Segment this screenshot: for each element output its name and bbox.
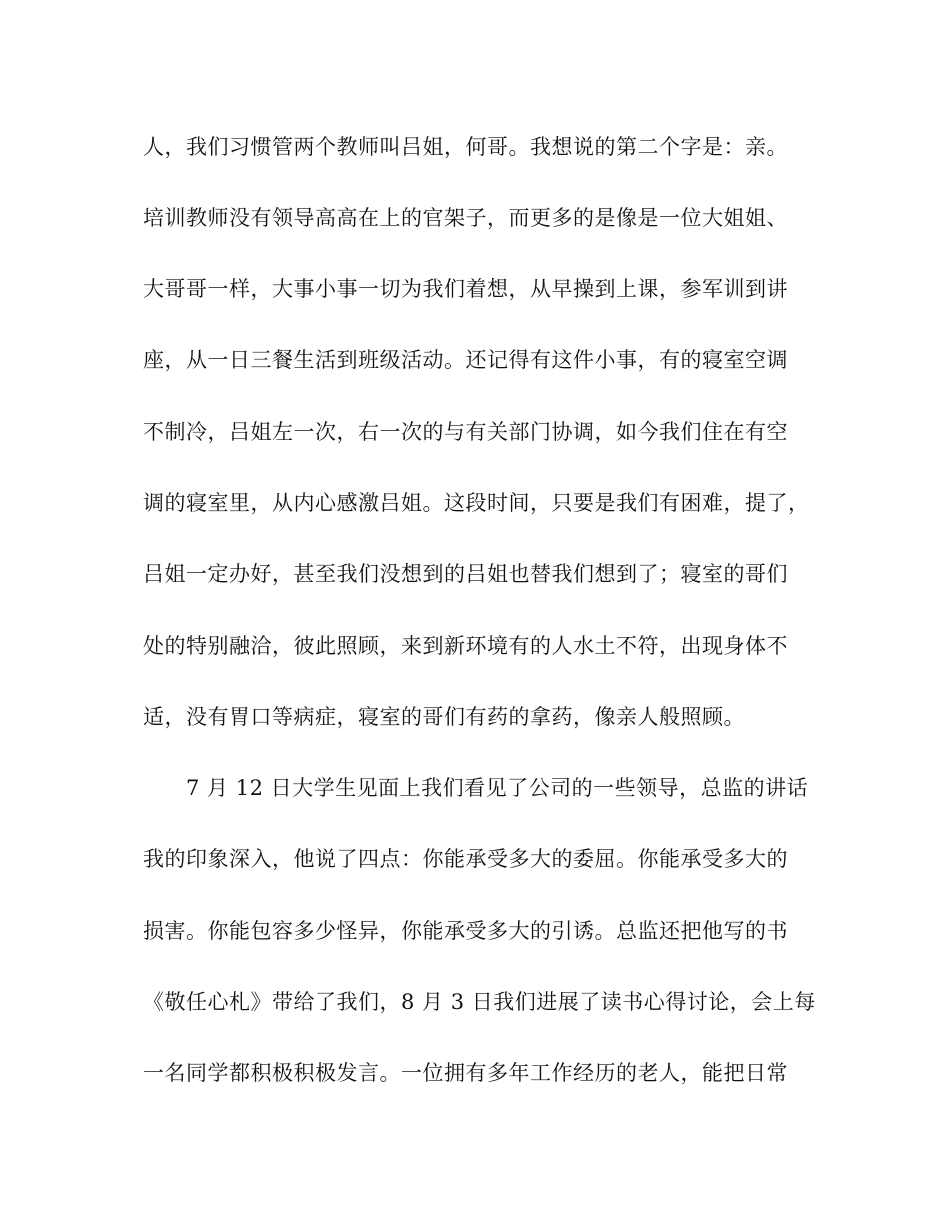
text-line: 处的特别融洽，彼此照顾，来到新环境有的人水土不符，出现身体不: [143, 634, 788, 658]
text-line: 《敬任心札》带给了我们，8 月 3 日我们进展了读书心得讨论，会上每: [143, 990, 816, 1014]
text-line: 不制冷，吕姐左一次，右一次的与有关部门协调，如今我们住在有空: [143, 420, 788, 444]
text-line: 人，我们习惯管两个教师叫吕姐，何哥。我想说的第二个字是：亲。: [143, 135, 788, 159]
text-line: 吕姐一定办好，甚至我们没想到的吕姐也替我们想到了；寝室的哥们: [143, 562, 788, 586]
text-line: 调的寝室里，从内心感激吕姐。这段时间，只要是我们有困难，提了，: [143, 491, 810, 515]
text-line: 损害。你能包容多少怪异，你能承受多大的引诱。总监还把他写的书: [143, 919, 788, 943]
text-line: 我的印象深入，他说了四点：你能承受多大的委屈。你能承受多大的: [143, 847, 788, 871]
text-line: 适，没有胃口等病症，寝室的哥们有药的拿药，像亲人般照顾。: [143, 705, 745, 729]
text-line: 培训教师没有领导高高在上的官架子，而更多的是像是一位大姐姐、: [143, 206, 788, 230]
paragraph-first-line: 7 月 12 日大学生见面上我们看见了公司的一些领导，总监的讲话: [186, 776, 809, 800]
text-line: 大哥哥一样，大事小事一切为我们着想，从早操到上课，参军训到讲: [143, 277, 788, 301]
text-line: 一名同学都积极积极发言。一位拥有多年工作经历的老人，能把日常: [143, 1061, 788, 1085]
text-line: 座，从一日三餐生活到班级活动。还记得有这件小事，有的寝室空调: [143, 348, 788, 372]
